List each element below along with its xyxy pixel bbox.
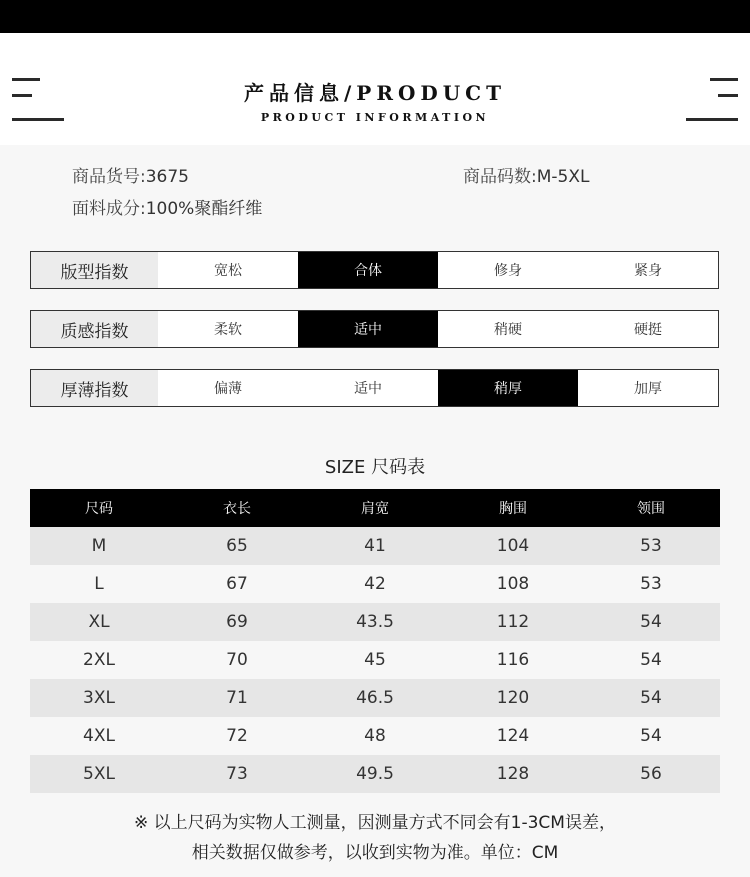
table-cell: 43.5 [356, 612, 394, 632]
table-cell: 112 [496, 612, 530, 632]
table-cell: 4XL [83, 726, 115, 746]
size-table-title: SIZE 尺码表 [324, 457, 426, 478]
index-option: 硬挺 [634, 322, 662, 338]
index-option: 偏薄 [214, 381, 242, 397]
index-option: 宽松 [214, 263, 242, 279]
table-cell: 54 [640, 726, 662, 746]
table-cell: XL [88, 612, 110, 632]
header-cell: 衣长 [223, 501, 251, 517]
size-table-header [30, 489, 720, 527]
item-number-value: 3675 [145, 167, 189, 187]
table-cell: M [91, 536, 107, 556]
material [72, 194, 262, 219]
item-number [72, 162, 189, 187]
header-title: 产品信息/PRODUCT [244, 81, 506, 105]
material-label: 面料成分: [72, 199, 146, 219]
index-label: 质感指数 [31, 311, 158, 347]
size-range-value: M-5XL [536, 167, 590, 187]
table-row [30, 603, 720, 641]
index-label: 版型指数 [31, 252, 158, 288]
table-row [30, 679, 720, 717]
table-cell: 73 [226, 764, 248, 784]
table-cell: 3XL [83, 688, 115, 708]
fit-index-row [30, 251, 719, 289]
index-option: 修身 [494, 263, 522, 279]
table-cell: 72 [226, 726, 248, 746]
size-range-label: 商品码数: [463, 167, 537, 187]
table-cell: 46.5 [356, 688, 394, 708]
header-cell: 胸围 [499, 501, 527, 517]
item-number-label: 商品货号: [72, 167, 146, 187]
table-cell: 120 [496, 688, 530, 708]
index-label: 厚薄指数 [31, 370, 158, 406]
header-subtitle: PRODUCT INFORMATION [260, 111, 490, 124]
table-cell: 41 [364, 536, 386, 556]
index-option: 适中 [354, 381, 382, 397]
table-cell: 2XL [83, 650, 115, 670]
table-cell: 54 [640, 688, 662, 708]
index-option-selected: 合体 [298, 252, 438, 288]
index-option-selected: 适中 [298, 311, 438, 347]
table-cell: 54 [640, 612, 662, 632]
material-value: 100%聚酯纤维 [145, 199, 263, 219]
product-info-header [0, 33, 750, 145]
table-cell: 42 [364, 574, 386, 594]
table-cell: 116 [496, 650, 530, 670]
table-cell: 67 [226, 574, 248, 594]
table-cell: 45 [364, 650, 386, 670]
size-table [30, 489, 720, 793]
table-cell: 104 [496, 536, 530, 556]
table-cell: 49.5 [356, 764, 394, 784]
index-option: 紧身 [634, 263, 662, 279]
table-row [30, 527, 720, 565]
table-cell: 108 [496, 574, 530, 594]
table-row [30, 565, 720, 603]
table-cell: 65 [226, 536, 248, 556]
table-cell: 48 [364, 726, 386, 746]
header-cell: 尺码 [85, 501, 113, 517]
table-cell: 70 [226, 650, 248, 670]
index-option: 加厚 [634, 381, 662, 397]
header-cell: 领围 [637, 501, 665, 517]
index-option: 柔软 [214, 322, 242, 338]
measurement-note-line1: ※ 以上尺码为实物人工测量，因测量方式不同会有1-3CM误差， [134, 813, 616, 833]
table-row [30, 641, 720, 679]
index-option: 稍硬 [494, 322, 522, 338]
texture-index-row [30, 310, 719, 348]
table-cell: 69 [226, 612, 248, 632]
table-row [30, 717, 720, 755]
table-cell: 53 [640, 536, 662, 556]
thickness-index-row [30, 369, 719, 407]
top-black-bar [0, 0, 750, 33]
table-cell: 53 [640, 574, 662, 594]
measurement-note-line2: 相关数据仅做参考，以收到实物为准。单位：CM [191, 843, 559, 863]
table-cell: 56 [640, 764, 662, 784]
header-cell: 肩宽 [361, 501, 389, 517]
table-cell: 128 [496, 764, 530, 784]
size-range [463, 162, 589, 187]
table-cell: 5XL [83, 764, 115, 784]
index-option-selected: 稍厚 [438, 370, 578, 406]
table-row [30, 755, 720, 793]
table-cell: 124 [496, 726, 530, 746]
table-cell: 54 [640, 650, 662, 670]
table-cell: L [94, 574, 104, 594]
table-cell: 71 [226, 688, 248, 708]
